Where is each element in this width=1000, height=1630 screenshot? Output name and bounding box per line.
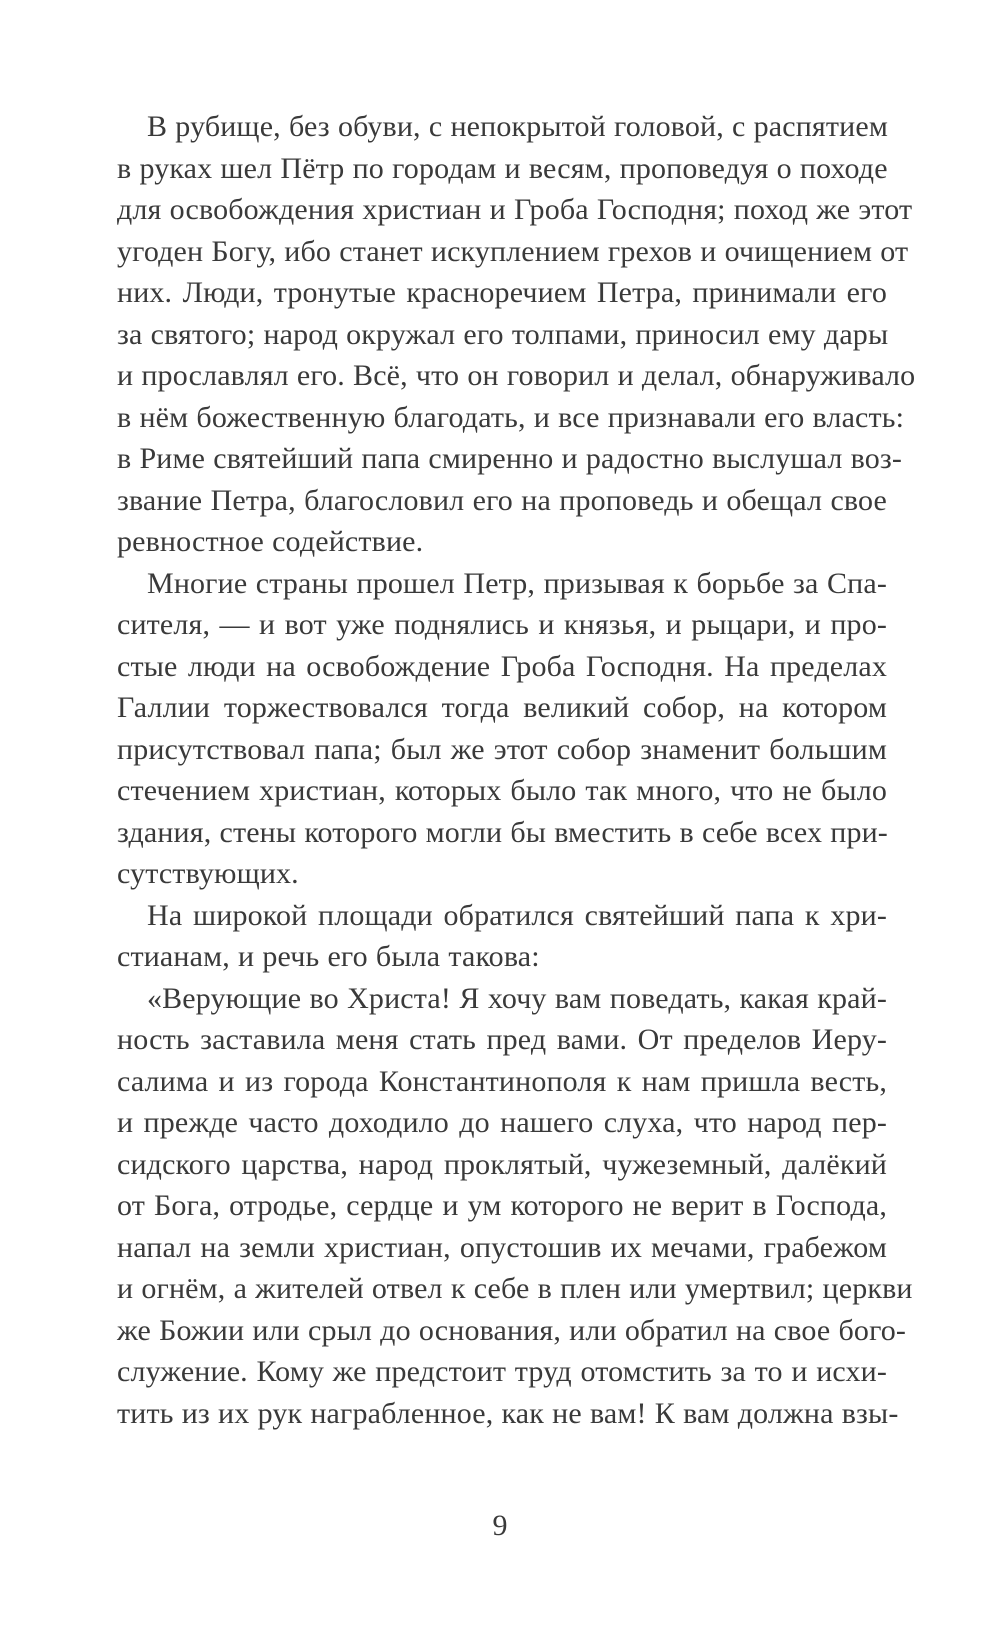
text-body xyxy=(117,106,916,1434)
text-line: за святого; народ окружал его толпами, приносил ему дары xyxy=(117,317,889,351)
text-line: и прежде часто доходило до нашего слуха, что народ пер- xyxy=(117,1106,887,1139)
page-number: 9 xyxy=(492,1509,508,1542)
text-line: в нём божественную благодать, и все признавали его власть: xyxy=(117,400,905,434)
paragraph xyxy=(117,895,887,978)
text-line: На широкой площади обратился святейший папа к хри- xyxy=(147,898,887,932)
text-line: напал на земли христиан, опустошив их мечами, грабежом xyxy=(117,1230,887,1264)
text-line: от Бога, отродье, сердце и ум которого не верит в Господа, xyxy=(117,1189,887,1222)
text-line: служение. Кому же предстоит труд отомстить за то и исхи- xyxy=(117,1355,887,1388)
paragraph xyxy=(117,563,887,895)
text-line: и прославлял его. Всё, что он говорил и делал, обнаруживало xyxy=(117,359,916,392)
text-line: стые люди на освобождение Гроба Господня. На пределах xyxy=(117,649,887,683)
text-line: Галлии торжествовался тогда великий собор, на котором xyxy=(117,691,887,724)
text-line: тить из их рук награбленное, как не вам! К вам должна взы- xyxy=(117,1396,899,1430)
text-line: сутствующих. xyxy=(117,857,299,890)
text-line: В рубище, без обуви, с непокрытой головой, с распятием xyxy=(147,110,888,143)
text-line: звание Петра, благословил его на проповедь и обещал свое xyxy=(117,483,887,517)
text-line: них. Люди, тронутые красноречием Петра, принимали его xyxy=(117,276,887,309)
text-line: в Риме святейший папа смиренно и радостно выслушал воз- xyxy=(117,442,903,475)
text-line: сителя, — и вот уже поднялись и князья, и рыцари, и про- xyxy=(117,608,887,641)
text-line: в руках шел Пётр по городам и весям, проповедуя о походе xyxy=(117,151,888,185)
text-line: «Верующие во Христа! Я хочу вам поведать, какая край- xyxy=(147,981,887,1015)
text-line: для освобождения христиан и Гроба Господня; поход же этот xyxy=(117,193,913,226)
text-line: здания, стены которого могли бы вместить в себе всех при- xyxy=(117,815,888,849)
text-line: же Божии или срыл до основания, или обратил на свое бого- xyxy=(117,1313,907,1347)
text-line: ревностное содействие. xyxy=(117,525,424,558)
text-line: и огнём, а жителей отвел к себе в плен или умертвил; церкви xyxy=(117,1272,913,1305)
text-line: угоден Богу, ибо станет искуплением грехов и очищением от xyxy=(117,234,909,268)
text-line: Многие страны прошел Петр, призывая к борьбе за Спа- xyxy=(147,566,887,600)
text-line: ность заставила меня стать пред вами. От пределов Иеру- xyxy=(117,1023,887,1056)
text-line: сидского царства, народ проклятый, чужеземный, далёкий xyxy=(117,1147,887,1181)
paragraph xyxy=(117,978,913,1435)
text-line: стианам, и речь его была такова: xyxy=(117,940,540,973)
paragraph xyxy=(117,106,916,563)
text-line: стечением христиан, которых было так много, что не было xyxy=(117,774,887,807)
text-line: салима и из города Константинополя к нам пришла весть, xyxy=(117,1064,887,1098)
text-line: присутствовал папа; был же этот собор знаменит большим xyxy=(117,732,887,766)
